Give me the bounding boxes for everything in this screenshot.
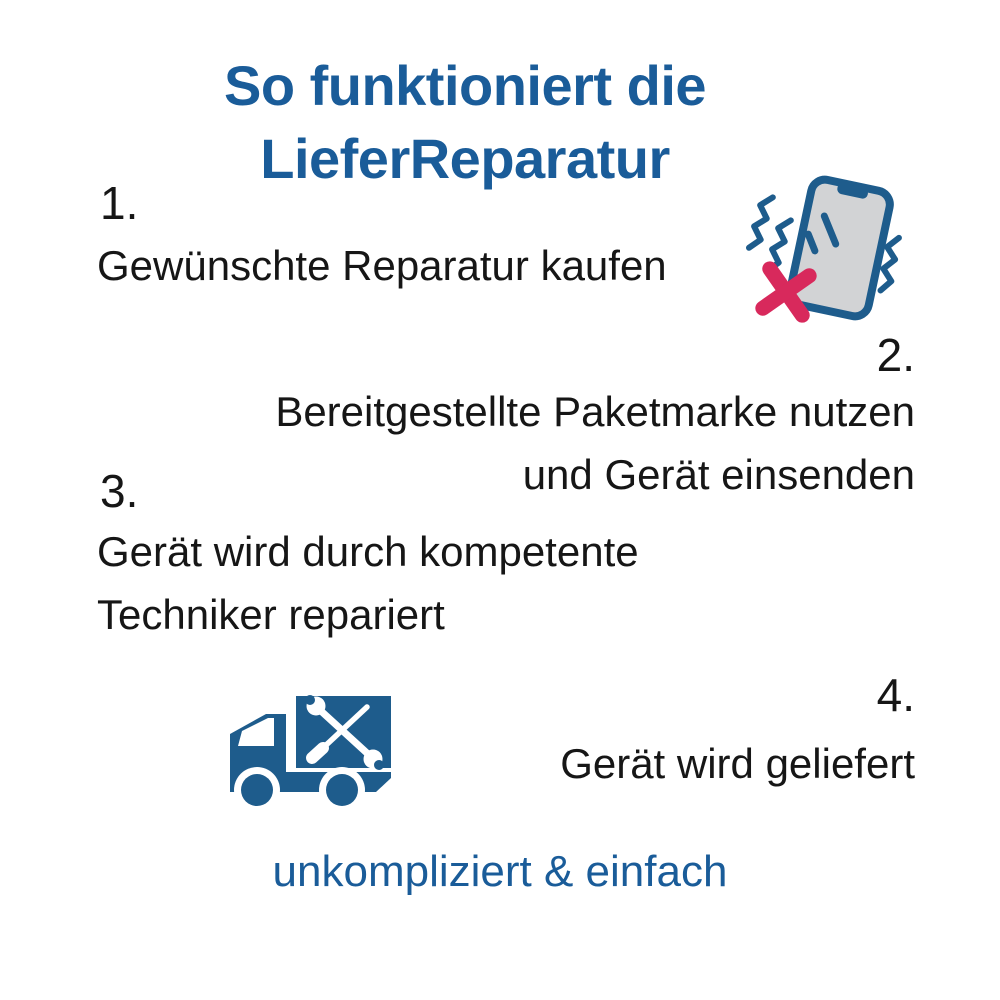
step4-line1: Gerät wird geliefert — [560, 740, 915, 787]
step2-line2: und Gerät einsenden — [522, 451, 915, 498]
truck-front-wheel — [241, 774, 273, 806]
footer-tagline: unkompliziert & einfach — [272, 847, 728, 896]
repair-truck-icon — [224, 688, 394, 816]
truck-rear-wheel — [326, 774, 358, 806]
step2-line1: Bereitgestellte Paketmarke nutzen — [275, 388, 915, 435]
step3-line1: Gerät wird durch kompetente — [97, 528, 639, 575]
step2-number: 2. — [876, 329, 915, 381]
broken-phone-icon — [735, 160, 925, 340]
step4-number: 4. — [876, 669, 915, 721]
step1-number: 1. — [100, 177, 139, 229]
vibration-zigzag-left-1 — [748, 195, 773, 251]
page-title-line1: So funktioniert die — [223, 54, 707, 117]
step3-line2: Techniker repariert — [97, 591, 445, 638]
step4-text — [560, 732, 915, 795]
phone-body — [788, 177, 893, 319]
step3-number: 3. — [100, 465, 139, 517]
step1-line1: Gewünschte Reparatur kaufen — [97, 242, 667, 289]
step2-text — [275, 380, 915, 506]
step3-text — [97, 520, 639, 646]
page-title-line2: LieferReparatur — [260, 126, 670, 190]
step1-text — [97, 234, 667, 297]
